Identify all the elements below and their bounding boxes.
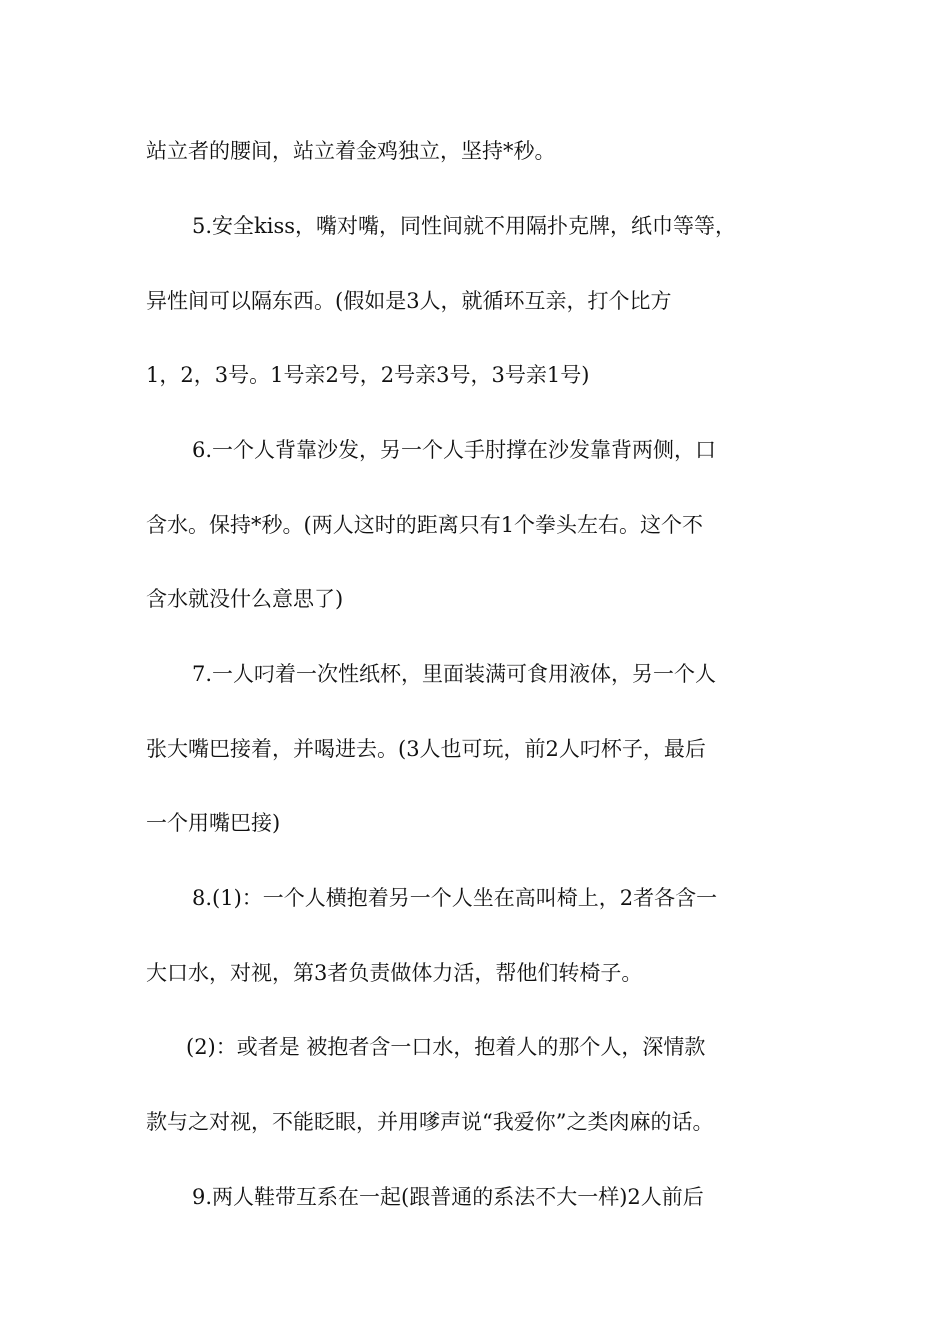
text-line-6: 含水。保持*秒。(两人这时的距离只有1个拳头左右。这个不 bbox=[146, 513, 704, 537]
text-line-8: 7.一人叼着一次性纸杯，里面装满可食用液体，另一个人 bbox=[192, 662, 717, 686]
text-line-11: 8.(1)：一个人横抱着另一个人坐在高叫椅上，2者各含一 bbox=[192, 886, 718, 910]
text-line-7: 含水就没什么意思了) bbox=[146, 587, 344, 611]
text-line-3: 异性间可以隔东西。(假如是3人，就循环互亲，打个比方 bbox=[146, 289, 672, 313]
text-line-4: 1，2，3号。1号亲2号，2号亲3号，3号亲1号) bbox=[146, 363, 590, 387]
text-line-1: 站立者的腰间，站立着金鸡独立，坚持*秒。 bbox=[146, 139, 556, 163]
text-line-10: 一个用嘴巴接) bbox=[146, 811, 281, 835]
text-line-15: 9.两人鞋带互系在一起(跟普通的系法不大一样)2人前后 bbox=[192, 1185, 704, 1209]
text-line-2: 5.安全kiss，嘴对嘴，同性间就不用隔扑克牌，纸巾等等， bbox=[192, 214, 737, 238]
text-line-13: (2)：或者是 被抱者含一口水，抱着人的那个人，深情款 bbox=[186, 1035, 706, 1059]
text-line-9: 张大嘴巴接着，并喝进去。(3人也可玩，前2人叼杯子，最后 bbox=[146, 737, 706, 761]
text-line-14: 款与之对视，不能眨眼，并用嗲声说“我爱你”之类肉麻的话。 bbox=[146, 1110, 714, 1134]
text-line-12: 大口水，对视，第3者负责做体力活，帮他们转椅子。 bbox=[146, 961, 643, 985]
text-line-5: 6.一个人背靠沙发，另一个人手肘撑在沙发靠背两侧，口 bbox=[192, 438, 717, 462]
